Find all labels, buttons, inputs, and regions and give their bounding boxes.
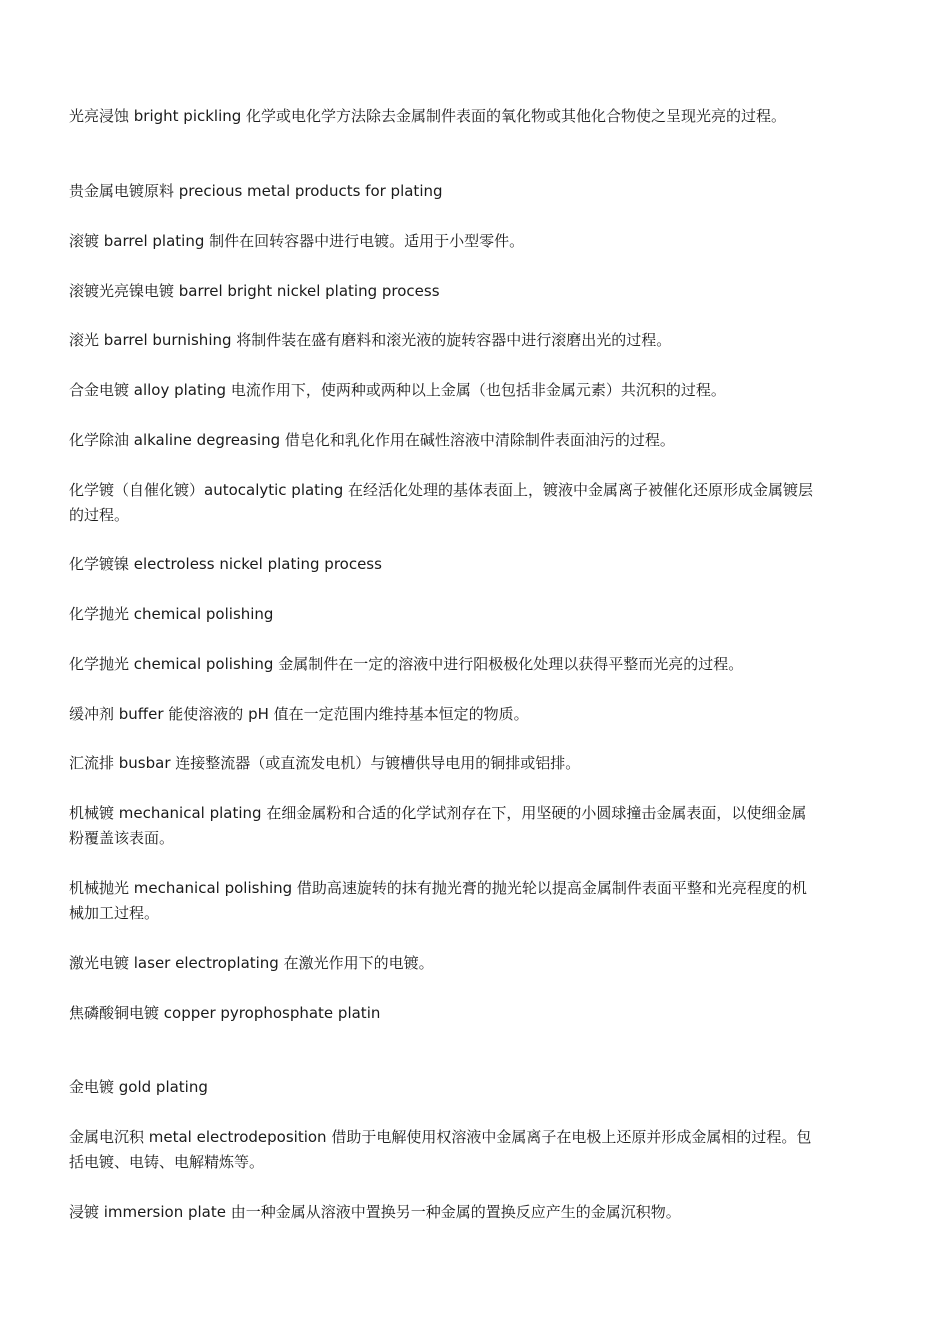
entry-barrel-plating: 滚镀 barrel plating 制件在回转容器中进行电镀。适用于小型零件。 bbox=[69, 232, 525, 250]
entry-barrel-burnishing: 滚光 barrel burnishing 将制件装在盛有磨料和滚光液的旋转容器中进行滚磨出光的过程。 bbox=[69, 331, 672, 349]
entry-buffer: 缓冲剂 buffer 能使溶液的 pH 值在一定范围内维持基本恒定的物质。 bbox=[69, 705, 529, 723]
entry-autocalytic-plating: 化学镀（自催化镀）autocalytic plating 在经活化处理的基体表面上，镀液中金属离子被催化还原形成金属镀层的过程。 bbox=[69, 481, 814, 524]
entry-alloy-plating: 合金电镀 alloy plating 电流作用下，使两种或两种以上金属（也包括非金属元素）共沉积的过程。 bbox=[69, 381, 726, 399]
entry-chemical-polishing: 化学抛光 chemical polishing bbox=[69, 605, 274, 623]
entry-mechanical-polishing: 机械抛光 mechanical polishing 借助高速旋转的抹有抛光膏的抛光轮以提高金属制件表面平整和光亮程度的机械加工过程。 bbox=[69, 879, 807, 922]
entry-metal-electrodeposition: 金属电沉积 metal electrodeposition 借助于电解使用权溶液中金属离子在电极上还原并形成金属相的过程。包括电镀、电铸、电解精炼等。 bbox=[69, 1128, 812, 1171]
entry-alkaline-degreasing: 化学除油 alkaline degreasing 借皂化和乳化作用在碱性溶液中清除制件表面油污的过程。 bbox=[69, 431, 675, 449]
entry-laser-electroplating: 激光电镀 laser electroplating 在激光作用下的电镀。 bbox=[69, 954, 434, 972]
entry-gold-plating: 金电镀 gold plating bbox=[69, 1078, 208, 1096]
entry-immersion-plate: 浸镀 immersion plate 由一种金属从溶液中置换另一种金属的置换反应产生的金属沉积物。 bbox=[69, 1203, 681, 1221]
entry-electroless-nickel: 化学镀镍 electroless nickel plating process bbox=[69, 555, 382, 573]
entry-busbar: 汇流排 busbar 连接整流器（或直流发电机）与镀槽供导电用的铜排或铝排。 bbox=[69, 754, 581, 772]
entry-chemical-polishing-definition: 化学抛光 chemical polishing 金属制件在一定的溶液中进行阳极极化处理以获得平整而光亮的过程。 bbox=[69, 655, 744, 673]
entry-mechanical-plating: 机械镀 mechanical plating 在细金属粉和合适的化学试剂存在下，用坚硬的小圆球撞击金属表面，以使细金属粉覆盖该表面。 bbox=[69, 804, 807, 847]
entry-bright-pickling: 光亮浸蚀 bright pickling 化学或电化学方法除去金属制件表面的氧化物或其他化合物使之呈现光亮的过程。 bbox=[69, 107, 787, 125]
entry-precious-metal-products: 贵金属电镀原料 precious metal products for plating bbox=[69, 182, 443, 200]
entry-copper-pyrophosphate: 焦磷酸铜电镀 copper pyrophosphate platin bbox=[69, 1004, 381, 1022]
entry-barrel-bright-nickel: 滚镀光亮镍电镀 barrel bright nickel plating process bbox=[69, 282, 440, 300]
